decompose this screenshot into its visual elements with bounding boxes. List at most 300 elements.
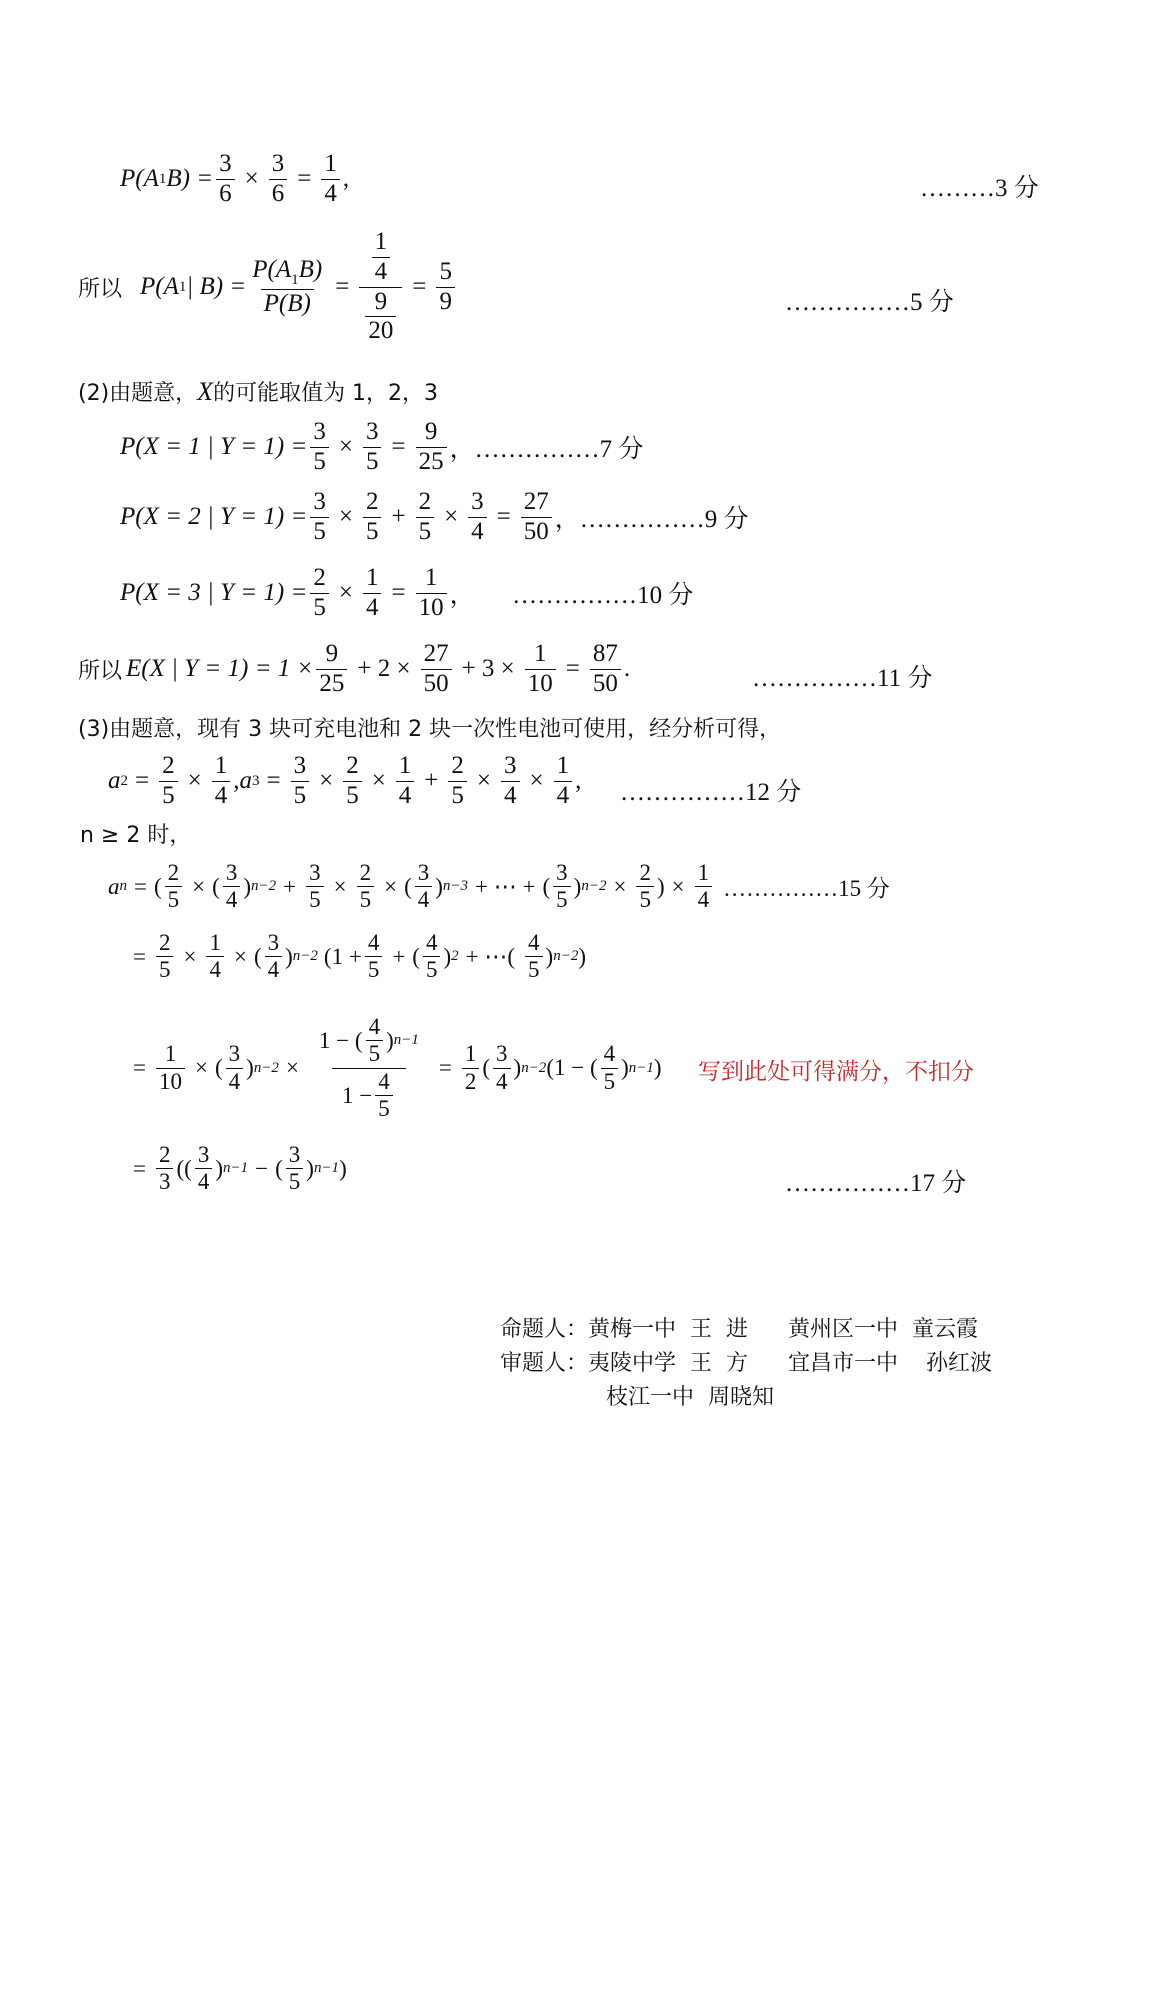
denominator: 5: [365, 956, 383, 983]
fraction: [165, 860, 183, 914]
denominator: 10: [416, 593, 447, 623]
denominator: 2: [462, 1068, 480, 1095]
equals-sign: =: [266, 767, 281, 795]
equation-p-a1b: [120, 150, 349, 209]
denominator: 4: [206, 956, 224, 983]
paren: ): [653, 1055, 662, 1081]
numerator: 1: [556, 752, 570, 779]
equals-sign: =: [133, 1155, 146, 1181]
credit-name: 黄州区一中 童云霞: [788, 1317, 978, 1342]
fraction: [156, 930, 174, 984]
part-2-intro: [78, 376, 438, 407]
denominator: 5: [363, 517, 382, 547]
expr: P(A: [252, 255, 292, 283]
numerator: 2: [162, 752, 175, 779]
subscript: 1: [291, 271, 299, 288]
exponent: n−2: [253, 1059, 279, 1076]
equals-sign: =: [335, 273, 350, 300]
numerator: 2: [451, 752, 464, 779]
denominator: 20: [365, 316, 396, 346]
denominator: 5: [553, 886, 571, 913]
numerator: [366, 228, 397, 287]
paren: (: [253, 943, 262, 969]
numerator: 3: [313, 418, 326, 445]
denominator: 5: [636, 886, 654, 913]
denominator: 5: [165, 886, 183, 913]
numerator: 2: [359, 860, 372, 885]
exponent: n−2: [553, 948, 579, 965]
times-sign: ×: [384, 873, 398, 899]
paren: (: [153, 873, 162, 899]
times-sign: ×: [371, 767, 386, 795]
numerator: 3: [228, 1041, 241, 1067]
numerator: 2: [158, 930, 171, 955]
fraction: [363, 418, 382, 477]
compound-fraction: [309, 1014, 429, 1123]
numerator: 3: [504, 752, 517, 779]
ellipsis: + ⋯(: [465, 943, 516, 969]
denominator: 25: [416, 447, 447, 477]
score-11: ……………11 分: [752, 665, 933, 692]
text: n ≥ 2 时，: [80, 823, 192, 848]
equation-x1: [120, 418, 643, 477]
operator: + 3 ×: [461, 655, 515, 683]
denominator: 5: [343, 781, 362, 811]
fraction: [365, 930, 383, 984]
fraction: [366, 1014, 384, 1068]
denominator: [332, 1068, 406, 1123]
denominator: 5: [363, 447, 382, 477]
times-sign: ×: [192, 873, 206, 899]
denominator: 4: [695, 886, 713, 913]
paren: ): [578, 943, 586, 969]
numerator: 2: [418, 488, 432, 515]
numerator: 1: [464, 1041, 477, 1067]
paren: ): [246, 1055, 254, 1081]
numerator: 3: [556, 860, 568, 885]
numerator: 2: [639, 860, 651, 885]
denominator: 5: [525, 956, 543, 983]
denominator: 10: [525, 669, 556, 699]
text: 的可能取值为 1，2，3: [213, 381, 439, 406]
text: (2)由题意，: [78, 381, 198, 406]
minus-sign: −: [255, 1155, 269, 1181]
numerator: 3: [197, 1142, 210, 1167]
fraction: [415, 860, 433, 914]
numerator: 1: [214, 752, 228, 779]
numerator: 1: [324, 150, 337, 177]
times-sign: ×: [613, 873, 627, 899]
fraction: [372, 228, 391, 287]
equation-expectation: [78, 640, 630, 699]
plus-sign: +: [283, 873, 297, 899]
denominator: 50: [521, 517, 552, 547]
denominator: 5: [291, 781, 310, 811]
fraction: [462, 1041, 480, 1095]
equals-sign: =: [438, 1055, 452, 1081]
credits-row-reviewers: [500, 1346, 992, 1377]
times-sign: ×: [476, 767, 492, 795]
numerator: 3: [288, 1142, 301, 1167]
fraction: [365, 288, 396, 347]
period: .: [623, 655, 631, 683]
equation-a2-a3: [108, 752, 581, 811]
equation-x2: [120, 488, 749, 547]
denominator: 4: [321, 179, 340, 209]
numerator: 3: [313, 488, 326, 515]
fraction: [423, 930, 441, 984]
fraction: [375, 1069, 393, 1123]
denominator: 5: [156, 956, 174, 983]
numerator: 3: [496, 1041, 508, 1067]
ellipsis: + ⋯ +: [475, 873, 536, 899]
fraction: [601, 1041, 619, 1095]
fraction: [416, 564, 447, 623]
equation-an-step2: [126, 930, 586, 984]
equals-sign: =: [133, 1055, 146, 1081]
score-7: ，……………7 分: [449, 436, 644, 464]
score-3: ………3 分: [920, 175, 1039, 202]
denominator: 4: [223, 886, 241, 913]
operator: + 2 ×: [357, 655, 411, 683]
numerator: 4: [603, 1041, 616, 1067]
equals-sign: =: [565, 655, 580, 683]
fraction: [357, 860, 375, 914]
numerator: 3: [219, 150, 232, 177]
fraction: [310, 488, 329, 547]
expr: B) =: [166, 165, 214, 193]
equals-sign: =: [134, 873, 147, 899]
subscript: 1: [158, 170, 167, 187]
denominator: P(B): [261, 289, 314, 319]
score-17: ……………17 分: [785, 1170, 967, 1197]
numerator: 2: [167, 860, 180, 885]
numerator: 3: [417, 860, 430, 885]
credits-row-reviewer-extra: [606, 1380, 774, 1411]
paren: ): [306, 1155, 314, 1181]
numerator: 3: [293, 752, 307, 779]
denominator: 4: [415, 886, 433, 913]
numerator: 1: [697, 860, 710, 885]
denominator: 6: [216, 179, 235, 209]
paren: ): [656, 873, 665, 899]
paren: ): [215, 1155, 223, 1181]
paren: ): [339, 1155, 347, 1181]
plus-sign: +: [424, 767, 439, 795]
fraction: [553, 860, 571, 914]
times-sign: ×: [187, 767, 202, 795]
numerator: 87: [592, 640, 618, 667]
paren: (: [542, 873, 551, 899]
exponent: n−3: [442, 878, 469, 895]
denominator: 3: [156, 1168, 174, 1195]
numerator: [309, 1014, 429, 1068]
var-a: a: [108, 767, 121, 795]
equation-an: [108, 860, 890, 914]
times-sign: ×: [671, 873, 685, 899]
expr: E(X | Y = 1) = 1 ×: [126, 655, 314, 683]
denominator: 5: [448, 781, 467, 811]
times-sign: ×: [183, 943, 197, 969]
denominator: 5: [375, 1095, 393, 1122]
times-sign: ×: [233, 943, 247, 969]
part-3-intro: [78, 712, 781, 743]
paren: (: [275, 1155, 283, 1181]
denominator: 9: [436, 287, 455, 317]
denominator: 5: [159, 781, 178, 811]
numerator: 1: [374, 228, 388, 255]
denominator: 5: [601, 1068, 619, 1095]
times-sign: ×: [338, 433, 353, 461]
equals-sign: =: [412, 273, 427, 300]
credit-label: 审题人：: [500, 1351, 589, 1376]
fraction: [396, 752, 415, 811]
label-suoyi: 所以: [78, 658, 123, 684]
fraction: [590, 640, 621, 699]
paren: ): [386, 1027, 394, 1053]
paren: ): [435, 873, 443, 899]
expr: B): [298, 255, 323, 283]
exponent: n−1: [222, 1160, 249, 1177]
expr: (1 − (: [546, 1055, 598, 1081]
exponent: n−1: [313, 1160, 340, 1177]
denominator: 5: [416, 517, 435, 547]
denominator: 4: [396, 781, 415, 811]
paren: ): [621, 1055, 629, 1081]
times-sign: ×: [244, 165, 259, 193]
score-10: ， ……………10 分: [449, 582, 694, 610]
times-sign: ×: [338, 503, 353, 531]
fraction: [269, 150, 288, 209]
expr: P(X = 1 | Y = 1) =: [120, 433, 308, 461]
paren: ): [573, 873, 582, 899]
denominator: 4: [372, 257, 391, 287]
fraction: [291, 752, 310, 811]
denominator: 50: [421, 669, 452, 699]
exponent: n−2: [581, 878, 607, 895]
equals-sign: =: [391, 433, 406, 461]
paren: (: [212, 873, 220, 899]
numerator: 3: [267, 930, 280, 955]
equals-sign: =: [297, 165, 312, 193]
numerator: 4: [425, 930, 438, 955]
score-12: ……………12 分: [620, 779, 802, 806]
denominator: 5: [286, 1168, 304, 1195]
denominator: 25: [316, 669, 347, 699]
numerator: 4: [368, 1014, 381, 1039]
numerator: [249, 256, 325, 289]
score-5: ……………5 分: [785, 289, 954, 316]
paren: (: [404, 873, 412, 899]
fraction: [206, 930, 224, 984]
compound-fraction: [359, 228, 402, 346]
subscript: 2: [120, 772, 128, 789]
equals-sign: =: [496, 503, 511, 531]
equation-an-final: [126, 1142, 347, 1196]
equation-an-step3: [126, 1014, 662, 1123]
expr: P(X = 2 | Y = 1) =: [120, 503, 308, 531]
fraction: [525, 930, 543, 984]
score-15: ……………15 分: [723, 876, 890, 902]
comma: ,: [342, 165, 350, 193]
times-sign: ×: [194, 1055, 208, 1081]
denominator: 4: [265, 956, 283, 983]
numerator: 27: [423, 640, 449, 667]
numerator: 1: [365, 564, 379, 591]
fraction: [156, 1142, 174, 1196]
denominator: 4: [554, 781, 573, 811]
var-a: a: [239, 767, 252, 795]
fraction: [363, 564, 382, 623]
fraction: [249, 256, 325, 319]
label-suoyi: 所以: [78, 276, 123, 302]
credit-name: 夷陵中学 王 方: [588, 1351, 748, 1376]
equals-sign: =: [391, 579, 406, 607]
numerator: 2: [365, 488, 379, 515]
denominator: 4: [468, 517, 487, 547]
fraction: [223, 860, 241, 914]
paren: (: [214, 1055, 223, 1081]
fraction: [636, 860, 654, 914]
credit-name: 黄梅一中 王 进: [588, 1317, 748, 1342]
fraction: [195, 1142, 213, 1196]
numerator: 4: [367, 930, 380, 955]
denominator: 5: [423, 956, 441, 983]
numerator: 9: [424, 418, 438, 445]
fraction: [501, 752, 520, 811]
expr: | B) =: [186, 273, 247, 300]
credits-row-authors: [500, 1312, 978, 1343]
numerator: 3: [471, 488, 484, 515]
fraction: [310, 418, 329, 477]
fraction: [416, 418, 447, 477]
score-9: ，……………9 分: [554, 506, 749, 534]
numerator: 2: [313, 564, 326, 591]
fraction: [416, 488, 435, 547]
variable-x: X: [197, 376, 214, 406]
fraction: [286, 1142, 304, 1196]
equation-conditional-probability: [78, 228, 458, 346]
numerator: 5: [439, 257, 452, 285]
fraction: [306, 860, 324, 914]
denominator: 4: [212, 781, 231, 811]
exponent: n−2: [292, 948, 318, 965]
fraction: [226, 1041, 244, 1095]
denominator: 6: [269, 179, 288, 209]
fraction: [156, 1041, 185, 1095]
denominator: 50: [590, 669, 621, 699]
times-sign: ×: [285, 1055, 299, 1081]
numerator: 1: [424, 564, 438, 591]
expr: 1 − (: [318, 1027, 363, 1053]
fraction: [316, 640, 347, 699]
fraction: [554, 752, 573, 811]
numerator: 27: [523, 488, 549, 515]
times-sign: ×: [529, 767, 544, 795]
expr: P(A: [120, 165, 159, 193]
plus-sign: +: [391, 503, 406, 531]
denominator: 4: [195, 1168, 213, 1195]
paren: ): [443, 943, 452, 969]
denominator: 5: [357, 886, 375, 913]
exponent: n−2: [521, 1059, 547, 1076]
fraction: [448, 752, 467, 811]
numerator: 9: [325, 640, 339, 667]
fraction: [321, 150, 340, 209]
denominator: 4: [493, 1068, 511, 1095]
text: (3)由题意，现有 3 块可充电池和 2 块一次性电池可使用，经分析可得，: [78, 717, 782, 742]
fraction: [216, 150, 235, 209]
denominator: 4: [501, 781, 520, 811]
condition-n-ge-2: [80, 818, 191, 849]
denominator: 5: [310, 447, 329, 477]
expr: 1 −: [342, 1082, 373, 1108]
full-marks-note: 写到此处可得满分，不扣分: [698, 1059, 974, 1085]
comma: ,: [233, 767, 240, 795]
credit-name: 宜昌市一中 孙红波: [788, 1351, 992, 1376]
credit-name: 枝江一中 周晓知: [606, 1385, 774, 1410]
denominator: 5: [310, 593, 329, 623]
paren: ): [285, 943, 293, 969]
equals-sign: =: [135, 767, 150, 795]
fraction: [436, 258, 455, 317]
denominator: [359, 287, 402, 347]
fraction: [363, 488, 382, 547]
numerator: 1: [398, 752, 412, 779]
paren: ): [545, 943, 554, 969]
exponent: n−2: [250, 878, 277, 895]
subscript: 3: [251, 772, 260, 789]
exponent: n−1: [628, 1059, 654, 1076]
fraction: [421, 640, 452, 699]
paren: ((: [176, 1155, 192, 1181]
fraction: [159, 752, 178, 811]
times-sign: ×: [444, 503, 459, 531]
exponent: n−1: [393, 1032, 419, 1049]
equation-x3: [120, 564, 693, 623]
credit-label: 命题人：: [500, 1317, 589, 1342]
times-sign: ×: [333, 873, 347, 899]
denominator: 5: [366, 1040, 384, 1067]
fraction: [265, 930, 283, 984]
fraction: [695, 860, 713, 914]
expr: P(A: [140, 273, 179, 300]
numerator: 4: [378, 1068, 390, 1094]
numerator: 3: [225, 860, 238, 885]
numerator: 3: [365, 418, 379, 445]
expr: P(X = 3 | Y = 1) =: [120, 579, 308, 607]
denominator: 10: [156, 1068, 185, 1095]
equals-sign: =: [133, 943, 146, 969]
paren: (: [482, 1055, 491, 1081]
denominator: 4: [226, 1068, 244, 1095]
plus-sign: +: [392, 943, 406, 969]
fraction: [212, 752, 231, 811]
exponent: 2: [451, 948, 459, 965]
fraction: [310, 564, 329, 623]
var-a: a: [108, 873, 120, 899]
numerator: 2: [158, 1142, 171, 1167]
times-sign: ×: [338, 579, 353, 607]
paren: ): [243, 873, 251, 899]
subscript: 1: [178, 278, 187, 295]
fraction: [525, 640, 556, 699]
numerator: 2: [346, 752, 359, 779]
numerator: 3: [309, 860, 321, 885]
comma: ,: [575, 767, 582, 795]
subscript: n: [119, 878, 127, 895]
numerator: 1: [534, 640, 547, 667]
